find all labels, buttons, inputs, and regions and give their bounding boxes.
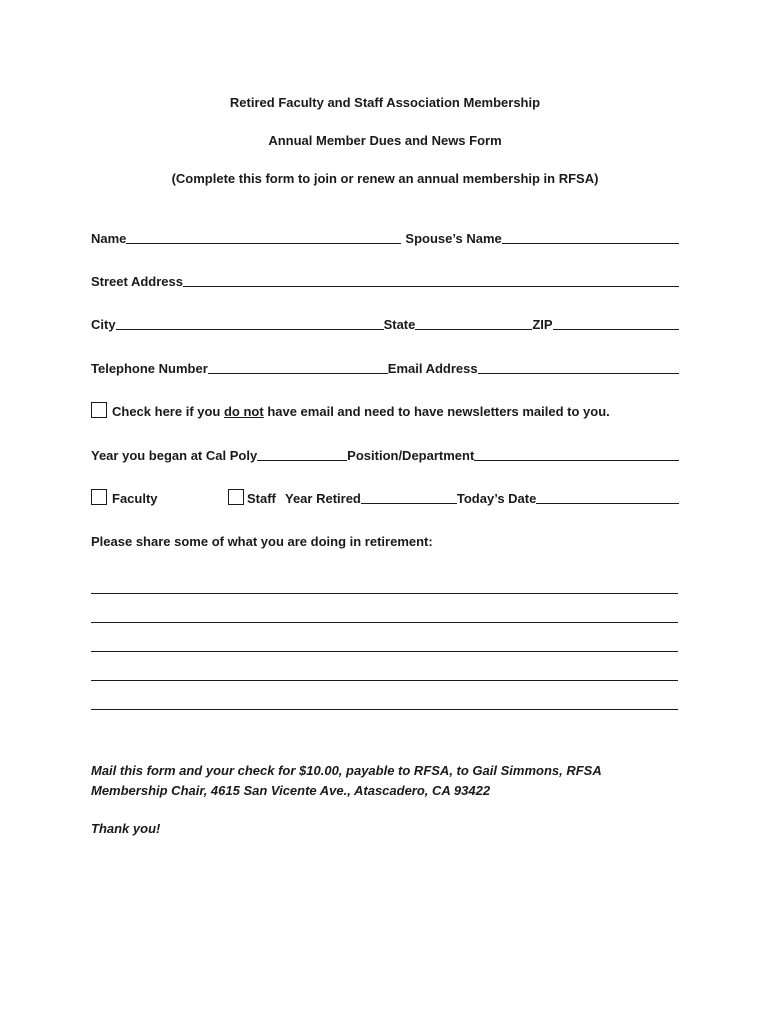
year-began-field[interactable]	[257, 459, 347, 461]
email-field[interactable]	[478, 372, 679, 374]
email-label: Email Address	[387, 361, 478, 376]
no-email-emphasis: do not	[223, 404, 264, 419]
response-line[interactable]	[91, 680, 678, 681]
share-prompt-row	[91, 531, 679, 549]
response-line[interactable]	[91, 593, 678, 594]
share-prompt: Please share some of what you are doing in retirement:	[91, 534, 433, 549]
city-field[interactable]	[116, 328, 384, 330]
form-instruction: (Complete this form to join or renew an annual membership in RFSA)	[171, 171, 599, 186]
faculty-label: Faculty	[112, 491, 158, 506]
city-row	[91, 314, 679, 332]
spouse-name-label: Spouse’s Name	[405, 231, 502, 246]
todays-date-label: Today’s Date	[456, 491, 537, 506]
name-label: Name	[91, 231, 127, 246]
street-address-field[interactable]	[183, 285, 679, 287]
year-began-label: Year you began at Cal Poly	[91, 448, 258, 463]
response-line[interactable]	[91, 709, 678, 710]
response-line[interactable]	[91, 622, 678, 623]
street-address-label: Street Address	[91, 274, 183, 289]
no-email-suffix: have email and need to have newsletters mailed to you.	[263, 404, 610, 419]
mailing-line-2: Membership Chair, 4615 San Vicente Ave., Atascadero, CA 93422	[91, 783, 491, 798]
city-label: City	[91, 317, 116, 332]
no-email-text	[112, 404, 610, 419]
thank-you: Thank you!	[91, 821, 161, 836]
position-field[interactable]	[474, 459, 679, 461]
mailing-line-1: Mail this form and your check for $10.00, payable to RFSA, to Gail Simmons, RFSA	[91, 763, 602, 778]
state-field[interactable]	[415, 328, 532, 330]
zip-label: ZIP	[532, 317, 553, 332]
no-email-checkbox[interactable]	[91, 402, 107, 418]
staff-checkbox[interactable]	[228, 489, 244, 505]
no-email-row	[91, 401, 679, 419]
name-field[interactable]	[126, 242, 401, 244]
state-label: State	[383, 317, 416, 332]
employment-row	[91, 445, 679, 463]
telephone-field[interactable]	[208, 372, 388, 374]
form-subtitle: Annual Member Dues and News Form	[268, 133, 502, 148]
mailing-instructions	[91, 761, 691, 801]
year-retired-field[interactable]	[361, 502, 457, 504]
position-label: Position/Department	[347, 448, 475, 463]
spouse-name-field[interactable]	[502, 242, 679, 244]
year-retired-label: Year Retired	[285, 491, 361, 506]
response-line[interactable]	[91, 651, 678, 652]
street-row	[91, 271, 679, 289]
name-row	[91, 228, 679, 246]
telephone-label: Telephone Number	[91, 361, 208, 376]
contact-row	[91, 358, 679, 376]
form-title: Retired Faculty and Staff Association Membership	[229, 95, 541, 110]
todays-date-field[interactable]	[536, 502, 679, 504]
no-email-prefix: Check here if you	[112, 404, 224, 419]
faculty-checkbox[interactable]	[91, 489, 107, 505]
zip-field[interactable]	[553, 328, 679, 330]
staff-label: Staff	[247, 491, 276, 506]
status-row	[91, 488, 679, 506]
